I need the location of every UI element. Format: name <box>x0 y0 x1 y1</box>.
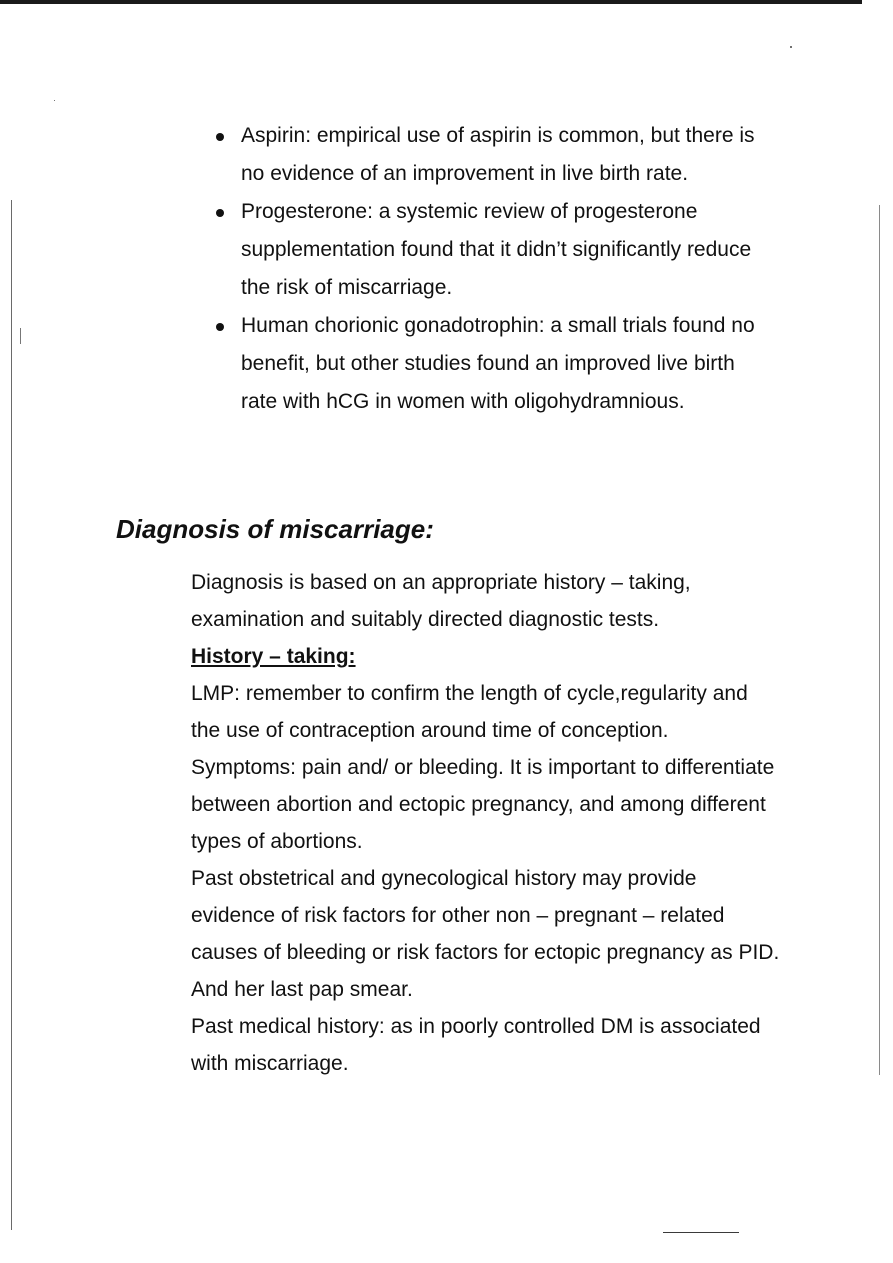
bottom-rule-line <box>663 1232 739 1233</box>
list-item <box>214 193 774 307</box>
list-item <box>214 117 774 193</box>
section-heading: Diagnosis of miscarriage: <box>116 514 434 544</box>
scan-speck <box>54 100 55 101</box>
scan-speck <box>20 328 21 344</box>
bullet-icon <box>216 209 224 217</box>
obstetric-history-paragraph: Past obstetrical and gynecological history may provide evidence of risk factors for other non – pregnant – related causes of bleeding or risk factors for ectopic pregnancy as PID. And her last pap smear. <box>191 867 780 1001</box>
list-item <box>214 307 774 421</box>
scan-speck <box>790 46 792 48</box>
bullet-text: Human chorionic gonadotrophin: a small trials found no benefit, but other studies found an improved live birth rate with hCG in women with oligohydramnious. <box>241 314 755 413</box>
bullet-icon <box>216 133 224 141</box>
bullet-text: Progesterone: a systemic review of progesterone supplementation found that it didn’t significantly reduce the risk of miscarriage. <box>241 200 752 299</box>
bullet-icon <box>216 323 224 331</box>
treatment-bullet-list <box>214 117 774 421</box>
diagnosis-body <box>191 564 781 1082</box>
top-border-line <box>0 0 862 4</box>
medical-history-paragraph: Past medical history: as in poorly controlled DM is associated with miscarriage. <box>191 1015 761 1075</box>
left-scan-edge <box>11 200 12 1230</box>
symptoms-paragraph: Symptoms: pain and/ or bleeding. It is important to differentiate between abortion and ectopic pregnancy, and among different types of abortions. <box>191 756 775 853</box>
right-scan-edge <box>879 205 880 1075</box>
intro-paragraph: Diagnosis is based on an appropriate history – taking, examination and suitably directed diagnostic tests. <box>191 571 691 631</box>
history-subheading: History – taking: <box>191 645 356 668</box>
bullet-text: Aspirin: empirical use of aspirin is common, but there is no evidence of an improvement in live birth rate. <box>241 124 755 185</box>
lmp-paragraph: LMP: remember to confirm the length of cycle,regularity and the use of contraception around time of conception. <box>191 682 748 742</box>
